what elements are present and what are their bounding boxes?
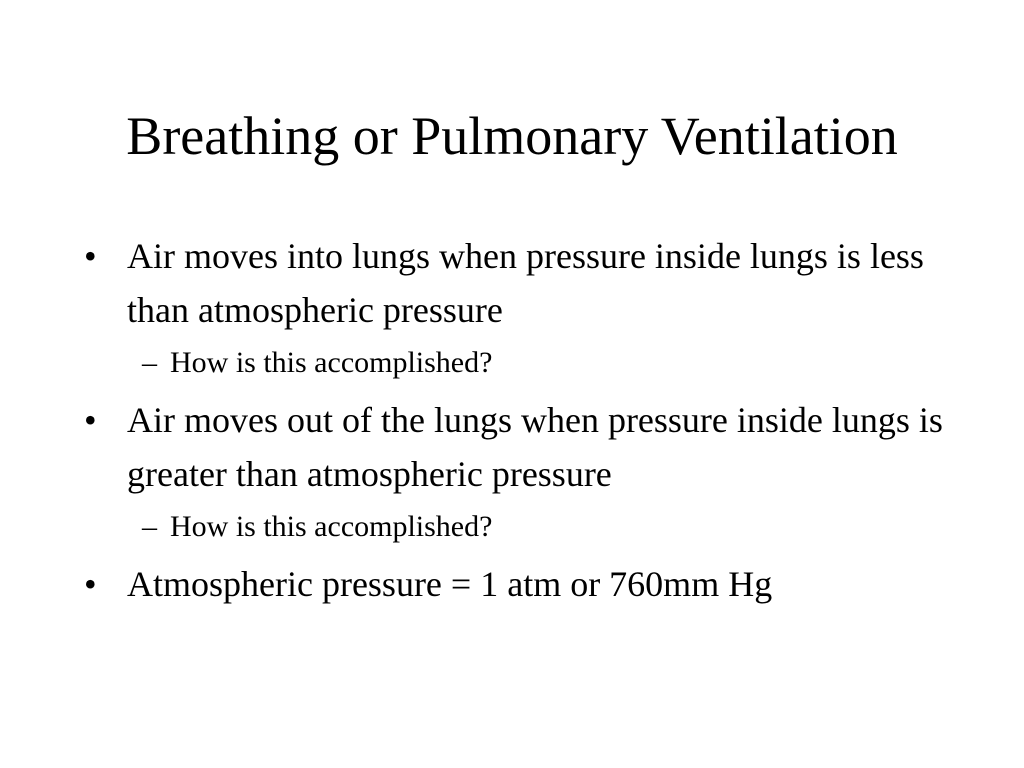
dash-icon: –: [142, 346, 157, 379]
bullet-item: [84, 393, 944, 501]
bullet-icon: •: [84, 236, 97, 276]
bullet-icon: •: [84, 400, 97, 440]
bullet-text: Atmospheric pressure = 1 atm or 760mm Hg: [127, 564, 773, 604]
bullet-item: [84, 229, 944, 337]
slide-title: Breathing or Pulmonary Ventilation: [126, 106, 898, 166]
sub-bullet-text: How is this accomplished?: [170, 510, 493, 543]
bullet-list: [84, 229, 944, 617]
bullet-text: Air moves into lungs when pressure inside lungs is less than atmospheric pressure: [127, 236, 924, 330]
sub-bullet-item: [84, 341, 944, 385]
sub-bullet-text: How is this accomplished?: [170, 346, 493, 379]
bullet-item: [84, 557, 944, 611]
bullet-text: Air moves out of the lungs when pressure inside lungs is greater than atmospheric pressure: [127, 400, 943, 494]
dash-icon: –: [142, 510, 157, 543]
sub-bullet-item: [84, 505, 944, 549]
bullet-icon: •: [84, 564, 97, 604]
